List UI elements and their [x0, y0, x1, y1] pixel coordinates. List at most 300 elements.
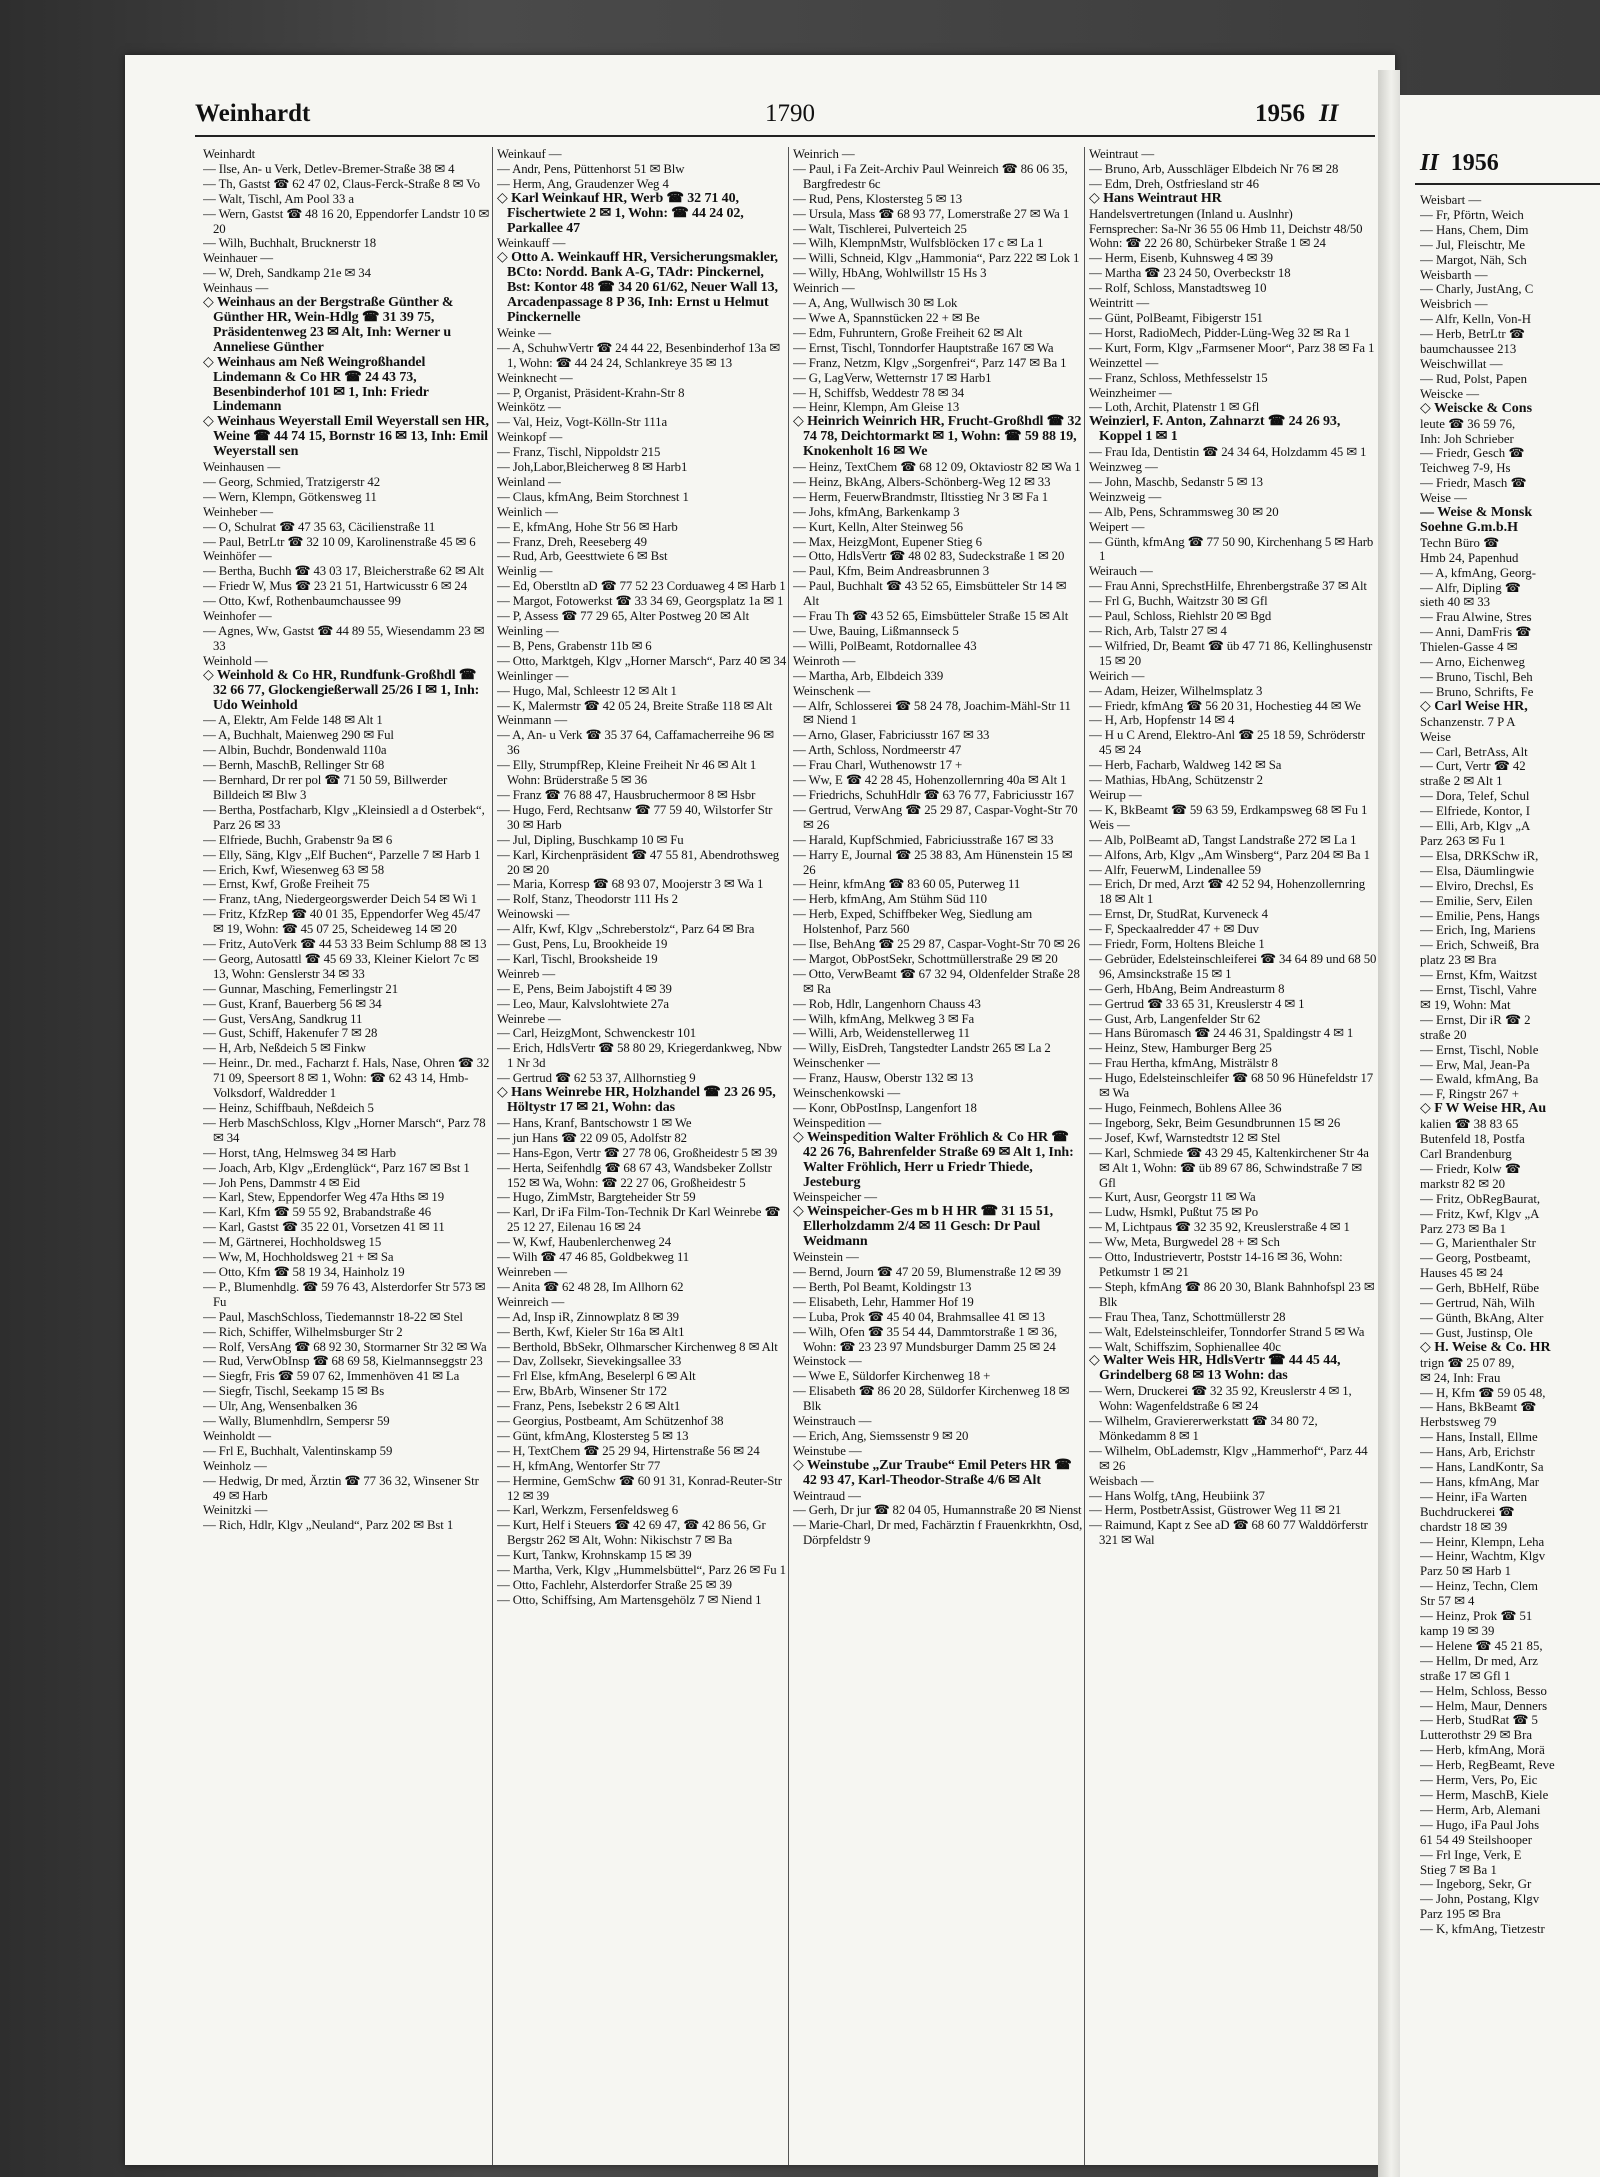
directory-entry: Teichweg 7-9, Hs	[1420, 461, 1511, 476]
directory-entry: — Wilh, Buchhalt, Brucknerstr 18	[203, 236, 377, 251]
directory-entry: — Heinz, BkAng, Albers-Schönberg-Weg 12 ✉ 33	[793, 474, 1051, 489]
page-number: 1790	[765, 100, 815, 127]
directory-entry: Weinhardt	[203, 147, 256, 161]
directory-entry: — H, kfmAng, Wentorfer Str 77	[497, 1458, 661, 1473]
directory-entry: — Hugo, Mal, Schleestr 12 ✉ Alt 1	[497, 683, 677, 698]
directory-entry: — Harald, KupfSchmied, Fabriciusstraße 167 ✉ 33	[793, 832, 1054, 847]
directory-entry: Weis —	[1089, 817, 1130, 832]
directory-entry: — A, Ang, Wullwisch 30 ✉ Lok	[793, 296, 958, 311]
directory-entry: — Karl, Kfm ☎ 59 55 92, Brabandstraße 46	[203, 1205, 432, 1220]
directory-entry: — Wilh, KlempnMstr, Wulfsblöcken 17 c ✉ La 1	[793, 236, 1044, 251]
directory-page	[125, 55, 1395, 2165]
directory-entry: — Alb, PolBeamt aD, Tangst Landstraße 272 ✉ La 1	[1089, 832, 1357, 847]
directory-entry: platz 23 ✉ Bra	[1420, 953, 1497, 968]
directory-entry: — Martha, Verk, Klgv „Hummelsbüttel“, Parz 26 ✉ Fu 1	[497, 1563, 786, 1578]
directory-entry: — Friedr, Masch ☎	[1420, 476, 1527, 491]
directory-entry: ◇ Weinhaus an der Bergstraße Günther & Günther HR, Wein-Hdlg ☎ 31 39 75, Präsidentenweg 23 ✉ Alt, Inh: Werner u Anneliese Günther	[203, 295, 454, 355]
directory-entry: — Paul, i Fa Zeit-Archiv Paul Weinreich ☎ 86 06 35, Bargfredestr 6c	[793, 161, 1068, 191]
directory-entry: ◇ Hans Weintraut HR	[1089, 190, 1222, 206]
directory-entry: Weischwillat —	[1420, 356, 1503, 371]
facing-header-rule	[1415, 183, 1600, 185]
directory-entry: — Kurt, Form, Klgv „Farmsener Moor“, Parz 38 ✉ Fa 1	[1089, 340, 1375, 355]
directory-entry: — Arno, Glaser, Fabriciusstr 167 ✉ 33	[793, 728, 990, 743]
directory-entry: — M, Gärtnerei, Hochholdsweg 15	[203, 1235, 382, 1250]
directory-entry: Weisbart —	[1420, 193, 1482, 207]
directory-entry: Weisbach —	[1089, 1473, 1154, 1488]
directory-entry: Weinlinger —	[497, 668, 569, 683]
directory-entry: — Franz, tAng, Niedergeorgswerder Deich 54 ✉ Wi 1	[203, 892, 477, 907]
directory-entry: — Andr, Pens, Püttenhorst 51 ✉ Blw	[497, 161, 685, 176]
directory-entry: — Hans Wolfg, tAng, Heubiink 37	[1089, 1488, 1265, 1503]
directory-entry: — Hans, BkBeamt ☎	[1420, 1400, 1537, 1415]
directory-entry: Weinowski —	[497, 907, 570, 922]
directory-entry: Weise —	[1420, 491, 1467, 506]
directory-entry: — Herb, StudRat ☎ 5	[1420, 1713, 1538, 1728]
directory-entry: — Gerh, BbHelf, Rübe	[1420, 1281, 1540, 1296]
directory-entry: Weinrebe —	[497, 1011, 561, 1026]
directory-entry: — Herb MaschSchloss, Klgv „Horner Marsch“, Parz 78 ✉ 34	[203, 1115, 486, 1145]
directory-entry: — Gust, Justinsp, Ole	[1420, 1325, 1533, 1340]
directory-entry: — G, Marienthaler Str	[1420, 1236, 1536, 1251]
directory-entry: — Gust, Arb, Langenfelder Str 62	[1089, 1011, 1261, 1026]
directory-entry: — Alfr, Dipling ☎	[1420, 580, 1521, 595]
directory-entry: — H, Arb, Neßdeich 5 ✉ Finkw	[203, 1041, 366, 1056]
directory-entry: — Friedr, Form, Holtens Bleiche 1	[1089, 937, 1265, 952]
directory-entry: — Heinr, iFa Warten	[1420, 1489, 1527, 1504]
directory-entry: — Heinr, kfmAng ☎ 83 60 05, Puterweg 11	[793, 877, 1021, 892]
directory-entry: — Franz, Tischl, Nippoldstr 215	[497, 445, 661, 460]
directory-entry: — Alfr, FeuerwM, Lindenallee 59	[1089, 862, 1261, 877]
directory-entry: ◇ Carl Weise HR,	[1420, 698, 1528, 714]
directory-entry: — Otto, Marktgeh, Klgv „Horner Marsch“, Parz 40 ✉ 34	[497, 653, 787, 668]
directory-entry: — Frl Else, kfmAng, Beselerpl 6 ✉ Alt	[497, 1369, 696, 1384]
directory-entry: — Georg, Postbeamt,	[1420, 1251, 1531, 1266]
directory-entry: — Jul, Fleischtr, Me	[1420, 237, 1526, 252]
directory-entry: — Ingeborg, Sekr, Gr	[1420, 1877, 1532, 1892]
directory-entry: ◇ H. Weise & Co. HR	[1420, 1339, 1551, 1355]
directory-entry: — Willi, Schneid, Klgv „Hammonia“, Parz 222 ✉ Lok 1	[793, 251, 1080, 266]
directory-entry: — Ludw, Hsmkl, Pußtut 75 ✉ Po	[1089, 1205, 1259, 1220]
directory-entry: — Franz, Schloss, Methfesselstr 15	[1089, 370, 1268, 385]
directory-entry: — Erw, Mal, Jean-Pa	[1420, 1057, 1530, 1072]
directory-entry: — Ursula, Mass ☎ 68 93 77, Lomerstraße 27 ✉ Wa 1	[793, 206, 1070, 221]
directory-entry: Weinzheimer —	[1089, 385, 1172, 400]
directory-entry: — Rich, Schiffer, Wilhelmsburger Str 2	[203, 1324, 403, 1339]
directory-entry: — Marie-Charl, Dr med, Fachärztin f Frauenkrkhtn, Osd, Dörpfeldstr 9	[793, 1518, 1083, 1548]
directory-entry: Weinland —	[497, 474, 561, 489]
directory-entry: chardstr 18 ✉ 39	[1420, 1519, 1508, 1534]
directory-entry: — Weise & Monsk	[1420, 505, 1533, 521]
directory-entry: — Horst, RadioMech, Pidder-Lüng-Weg 32 ✉ Ra 1	[1089, 325, 1351, 340]
directory-entry: — Wilfried, Dr, Beamt ☎ üb 47 71 86, Kellinghusenstr 15 ✉ 20	[1089, 638, 1373, 668]
directory-entry: — Rud, VerwObInsp ☎ 68 69 58, Kielmannseggstr 23	[203, 1354, 483, 1369]
directory-entry: Weintraut —	[1089, 147, 1155, 161]
directory-entry: Weinzierl, F. Anton, Zahnarzt ☎ 24 26 93, Koppel 1 ✉ 1	[1089, 414, 1341, 445]
directory-entry: — Herm, PostbetrAssist, Güstrower Weg 11 ✉ 21	[1089, 1503, 1342, 1518]
directory-entry: — Hans, LandKontr, Sa	[1420, 1460, 1544, 1475]
directory-entry: — Hugo, Ferd, Rechtsanw ☎ 77 59 40, Wilstorfer Str 30 ✉ Harb	[497, 802, 773, 832]
directory-entry: — Erich, Kwf, Wiesenweg 63 ✉ 58	[203, 862, 385, 877]
directory-entry: — Gertrud, Näh, Wilh	[1420, 1296, 1535, 1311]
directory-entry: Soehne G.m.b.H	[1420, 519, 1519, 535]
directory-entry: — Hans, kfmAng, Mar	[1420, 1474, 1540, 1489]
directory-entry: — Konr, ObPostInsp, Langenfort 18	[793, 1101, 977, 1115]
directory-entry: — Claus, kfmAng, Beim Storchnest 1	[497, 489, 689, 504]
directory-entry: leute ☎ 36 59 76,	[1420, 416, 1516, 431]
directory-entry: ◇ Heinrich Weinrich HR, Frucht-Großhdl ☎ 32 74 78, Deichtormarkt ✉ 1, Wohn: ☎ 59 88 19, Knokenholt 16 ✉ We	[793, 414, 1082, 460]
directory-entry: — M, Lichtpaus ☎ 32 35 92, Kreuslerstraße 4 ✉ 1	[1089, 1220, 1350, 1235]
directory-entry: Weirich —	[1089, 668, 1145, 683]
directory-entry: — Edm, Dreh, Ostfriesland str 46	[1089, 176, 1259, 191]
directory-entry: — Erich, Ang, Siemssenstr 9 ✉ 20	[793, 1428, 969, 1443]
directory-entry: — Curt, Vertr ☎ 42	[1420, 759, 1526, 774]
directory-entry: — P., Blumenhdlg. ☎ 59 76 43, Alsterdorfer Str 573 ✉ Fu	[203, 1279, 486, 1309]
directory-entry: — Arno, Eichenweg	[1420, 655, 1525, 670]
directory-entry: — Herta, Seifenhdlg ☎ 68 67 43, Wandsbeker Zollstr 152 ✉ Wa, Wohn: ☎ 22 27 06, Großheidestr 5	[497, 1160, 772, 1190]
directory-entry: — jun Hans ☎ 22 09 05, Adolfstr 82	[497, 1130, 687, 1145]
directory-entry: ◇ Walter Weis HR, HdlsVertr ☎ 44 45 44, Grindelberg 68 ✉ 13 Wohn: das	[1089, 1353, 1341, 1384]
directory-entry: Weinholz —	[203, 1458, 267, 1473]
directory-entry: ◇ Weinspedition Walter Fröhlich & Co HR ☎ 42 26 76, Bahrenfelder Straße 69 ✉ Alt 1, Inh: Walter Fröhlich, Herr u Friedr Thiede, Jesteburg	[793, 1129, 1074, 1190]
directory-entry: Weinke —	[497, 325, 551, 340]
directory-entry: — Ww, E ☎ 42 28 45, Hohenzollernring 40a ✉ Alt 1	[793, 773, 1067, 788]
directory-entry: ✉ 24, Inh: Frau	[1420, 1370, 1501, 1385]
directory-entry: — Herb, RegBeamt, Reve	[1420, 1758, 1555, 1773]
directory-entry: — Bernhard, Dr rer pol ☎ 71 50 59, Billwerder Billdeich ✉ Blw 3	[203, 773, 448, 802]
directory-entry: — A, kfmAng, Georg-	[1420, 565, 1536, 580]
directory-entry: — Walt, Tischlerei, Pulverteich 25	[793, 221, 967, 236]
directory-entry: — Ernst, Tischl, Tonndorfer Hauptstraße 167 ✉ Wa	[793, 340, 1054, 355]
directory-entry: Weinlig —	[497, 564, 553, 579]
directory-entry: — Frau Th ☎ 43 52 65, Eimsbütteler Straße 15 ✉ Alt	[793, 609, 1069, 624]
directory-entry: Carl Brandenburg	[1420, 1147, 1512, 1161]
directory-entry: — Elfriede, Kontor, I	[1420, 804, 1531, 819]
directory-entry: — Berth, Kwf, Kieler Str 16a ✉ Alt1	[497, 1324, 685, 1339]
directory-entry: — Bertha, Postfacharb, Klgv „Kleinsiedl a d Osterbek“, Parz 26 ✉ 33	[203, 802, 485, 832]
directory-entry: — Frau Alwine, Stres	[1420, 610, 1532, 625]
directory-entry: Weisbarth —	[1420, 267, 1488, 282]
directory-entry: Weinreich —	[497, 1294, 565, 1309]
directory-entry: Wohn: ☎ 22 26 80, Schürbeker Straße 1 ✉ 24	[1089, 236, 1326, 251]
directory-entry: — Elly, Säng, Klgv „Elf Buchen“, Parzelle 7 ✉ Harb 1	[203, 847, 481, 862]
directory-entry: — Hugo, Edelsteinschleifer ☎ 68 50 96 Hünefeldstr 17 ✉ Wa	[1089, 1071, 1374, 1101]
directory-entry: — G, LagVerw, Wetternstr 17 ✉ Harb1	[793, 370, 992, 385]
directory-entry: — Herb, Facharb, Waldweg 142 ✉ Sa	[1089, 758, 1282, 773]
part-label: II	[1319, 100, 1339, 127]
directory-entry: — Fritz, KfzRep ☎ 40 01 35, Eppendorfer Weg 45/47 ✉ 19, Wohn: ☎ 45 07 25, Scheideweg 14 ✉ 20	[203, 907, 481, 937]
directory-entry: — Friedr W, Mus ☎ 23 21 51, Hartwicusstr 6 ✉ 24	[203, 579, 468, 594]
directory-entry: Weinreb —	[497, 966, 556, 981]
column-divider	[1084, 147, 1085, 2165]
directory-entry: — Friedrichs, SchuhHdlr ☎ 63 76 77, Fabriciusstr 167	[793, 787, 1074, 802]
directory-entry: — Wally, Blumenhdlrn, Sempersr 59	[203, 1414, 390, 1429]
directory-entry: — Frau Thea, Tanz, Schottmüllerstr 28	[1089, 1309, 1286, 1324]
directory-entry: — Hans, Arb, Erichstr	[1420, 1445, 1535, 1460]
directory-entry: kamp 19 ✉ 39	[1420, 1624, 1495, 1638]
directory-entry: — Helm, Schloss, Besso	[1420, 1683, 1547, 1698]
directory-entry: — Max, HeizgMont, Eupener Stieg 6	[793, 534, 982, 549]
directory-entry: ✉ 19, Wohn: Mat	[1420, 997, 1511, 1012]
directory-entry: — Th, Gastst ☎ 62 47 02, Claus-Ferck-Straße 8 ✉ Vo	[203, 176, 480, 191]
directory-entry: — Joach, Arb, Klgv „Erdenglück“, Parz 167 ✉ Bst 1	[203, 1160, 470, 1175]
directory-entry: — Willi, Arb, Weidenstellerweg 11	[793, 1026, 970, 1041]
directory-entry: — Franz, Hausw, Oberstr 132 ✉ 13	[793, 1071, 974, 1086]
directory-entry: — Wilhelm, ObLademstr, Klgv „Hammerhof“, Parz 44 ✉ 26	[1089, 1443, 1368, 1473]
directory-entry: — Siegfr, Tischl, Seekamp 15 ✉ Bs	[203, 1384, 385, 1399]
directory-entry: — W, Dreh, Sandkamp 21e ✉ 34	[203, 266, 371, 281]
directory-entry: — Herm, MaschB, Kiele	[1420, 1787, 1549, 1802]
directory-entry: — Kurt, Tankw, Krohnskamp 15 ✉ 39	[497, 1548, 692, 1563]
directory-entry: — Rob, Hdlr, Langenhorn Chauss 43	[793, 996, 981, 1011]
directory-entry: — H, Kfm ☎ 59 05 48,	[1420, 1385, 1546, 1400]
directory-entry: markstr 82 ✉ 20	[1420, 1176, 1506, 1191]
directory-entry: — Ed, Oberstltn aD ☎ 77 52 23 Corduaweg 4 ✉ Harb 1	[497, 579, 786, 594]
directory-entry: Weirauch —	[1089, 564, 1153, 579]
directory-entry: — H u C Arend, Elektro-Anl ☎ 25 18 59, Schröderstr 45 ✉ 24	[1089, 728, 1366, 758]
directory-entry: — Frau Charl, Wuthenowstr 17 +	[793, 758, 963, 773]
directory-entry: Stieg 7 ✉ Ba 1	[1420, 1862, 1497, 1877]
directory-entry: — Paul, BetrLtr ☎ 32 10 09, Karolinenstraße 45 ✉ 6	[203, 534, 476, 549]
directory-entry: Lutterothstr 29 ✉ Bra	[1420, 1728, 1533, 1743]
directory-entry: — Herm, Ang, Graudenzer Weg 4	[497, 176, 669, 191]
directory-entry: — Helene ☎ 45 21 85,	[1420, 1638, 1543, 1653]
directory-entry: Schanzenstr. 7 P A	[1420, 714, 1516, 729]
directory-entry: Weinspedition —	[793, 1115, 882, 1130]
directory-column-1	[203, 147, 493, 2165]
directory-entry: — Karl, Schmiede ☎ 43 29 45, Kaltenkirchener Str 4a ✉ Alt 1, Wohn: ☎ üb 89 67 86, Schwindstraße 7 ✉ Gfl	[1089, 1145, 1369, 1190]
directory-entry: — Alfr, Kelln, Von-H	[1420, 312, 1531, 327]
directory-entry: — Uwe, Bauing, Lißmannseck 5	[793, 624, 959, 638]
directory-entry: — Emilie, Serv, Eilen	[1420, 893, 1533, 908]
directory-entry: — Günt, PolBeamt, Fibigerstr 151	[1089, 310, 1263, 325]
directory-entry: — Elly, StrumpfRep, Kleine Freiheit Nr 46 ✉ Alt 1 Wohn: Brüderstraße 5 ✉ 36	[497, 758, 757, 788]
directory-entry: — Arth, Schloss, Nordmeerstr 47	[793, 743, 962, 758]
directory-entry: baumchaussee 213	[1420, 342, 1517, 357]
directory-entry: — Elfriede, Buchh, Grabenstr 9a ✉ 6	[203, 832, 393, 847]
directory-entry: — A, Elektr, Am Felde 148 ✉ Alt 1	[203, 713, 383, 728]
directory-entry: — Otto, Industrievertr, Poststr 14-16 ✉ 36, Wohn: Petkumstr 1 ✉ 21	[1089, 1250, 1343, 1279]
directory-entry: Weinzettel —	[1089, 355, 1159, 370]
directory-entry: — Elsa, Däumlingwie	[1420, 863, 1535, 878]
directory-entry: Weinstein —	[793, 1250, 859, 1265]
directory-entry: ◇ Weinhaus Weyerstall Emil Weyerstall sen HR, Weine ☎ 44 74 15, Bornstr 16 ✉ 13, Inh: Emil Weyerstall sen	[203, 414, 489, 460]
directory-entry: — Walt, Edelsteinschleifer, Tonndorfer Strand 5 ✉ Wa	[1089, 1324, 1365, 1339]
directory-entry: — Ewald, kfmAng, Ba	[1420, 1072, 1539, 1087]
book-gutter	[1378, 70, 1400, 2177]
directory-entry: — Günth, BkAng, Alter	[1420, 1310, 1544, 1325]
column-divider	[788, 147, 789, 2165]
directory-entry: Weinspeicher —	[793, 1190, 877, 1205]
directory-entry: — Paul, Buchhalt ☎ 43 52 65, Eimsbütteler Str 14 ✉ Alt	[793, 579, 1067, 609]
directory-entry: — Wilh, kfmAng, Melkweg 3 ✉ Fa	[793, 1011, 975, 1026]
directory-entry: Herbstsweg 79	[1420, 1415, 1497, 1430]
directory-entry: — Ulr, Ang, Wensenbalken 36	[203, 1399, 358, 1414]
directory-entry: — Otto, VerwBeamt ☎ 67 32 94, Oldenfelder Straße 28 ✉ Ra	[793, 966, 1080, 996]
directory-entry: — Martha, Arb, Elbdeich 339	[793, 668, 944, 683]
directory-entry: — Rolf, Schloss, Manstadtsweg 10	[1089, 281, 1267, 296]
directory-entry: Weinschenk —	[793, 683, 871, 698]
directory-entry: Weinlich —	[497, 504, 558, 519]
directory-entry: Butenfeld 18, Postfa	[1420, 1132, 1525, 1147]
directory-entry: — P, Organist, Präsident-Krahn-Str 8	[497, 385, 685, 400]
directory-entry: — Frl E, Buchhalt, Valentinskamp 59	[203, 1443, 393, 1458]
directory-entry: — John, Postang, Klgv	[1420, 1892, 1540, 1907]
directory-entry: — Georg, Schmied, Tratzigerstr 42	[203, 474, 381, 489]
directory-entry: — Anni, DamFris ☎	[1420, 625, 1532, 640]
directory-entry: — Hugo, iFa Paul Johs	[1420, 1817, 1540, 1832]
directory-entry: — Heinz, Techn, Clem	[1420, 1579, 1538, 1594]
directory-entry: — Wern, Klempn, Götkensweg 11	[203, 489, 377, 504]
directory-entry: — Ingeborg, Sekr, Beim Gesundbrunnen 15 ✉ 26	[1089, 1115, 1341, 1130]
directory-entry: Fernsprecher: Sa-Nr 36 55 06 Hmb 11, Deichstr 48/50	[1089, 221, 1363, 236]
directory-entry: Weintritt —	[1089, 296, 1150, 311]
directory-entry: — Charly, JustAng, C	[1420, 282, 1534, 297]
directory-entry: — Frau Hertha, kfmAng, Misträlstr 8	[1089, 1056, 1278, 1071]
directory-entry: — Karl, Stew, Eppendorfer Weg 47a Hths ✉ 19	[203, 1190, 445, 1205]
directory-entry: — Mathias, HbAng, Schützenstr 2	[1089, 773, 1263, 788]
facing-directory-column	[1420, 193, 1600, 2173]
directory-entry: — Elviro, Drechsl, Es	[1420, 878, 1534, 893]
directory-entry: — Margot, ObPostSekr, Schottmüllerstraße 29 ✉ 20	[793, 951, 1058, 966]
directory-entry: — Kurt, Ausr, Georgstr 11 ✉ Wa	[1089, 1190, 1256, 1205]
directory-entry: — Ernst, Dr, StudRat, Kurveneck 4	[1089, 907, 1268, 922]
directory-entry: — Fritz, Kwf, Klgv „A	[1420, 1206, 1540, 1221]
directory-entry: Parz 50 ✉ Harb 1	[1420, 1564, 1512, 1579]
directory-entry: — Heinz, TextChem ☎ 68 12 09, Oktaviostr 82 ✉ Wa 1	[793, 460, 1081, 475]
directory-column-4	[1089, 147, 1379, 2165]
directory-entry: — Elli, Arb, Klgv „A	[1420, 819, 1531, 834]
directory-entry: — Günth, kfmAng ☎ 77 50 90, Kirchenhang 5 ✉ Harb 1	[1089, 534, 1374, 564]
directory-entry: — Wwe E, Süldorfer Kirchenweg 18 +	[793, 1369, 991, 1384]
directory-entry: Inh: Joh Schrieber	[1420, 431, 1514, 446]
directory-entry: — Herm, Eisenb, Kuhnsweg 4 ✉ 39	[1089, 251, 1273, 266]
directory-entry: Weinstube —	[793, 1443, 862, 1458]
directory-entry: — Gertrud ☎ 33 65 31, Kreuslerstr 4 ✉ 1	[1089, 996, 1305, 1011]
directory-entry: — Emilie, Pens, Hangs	[1420, 908, 1540, 923]
directory-entry: straße 2 ✉ Alt 1	[1420, 774, 1503, 789]
directory-entry: — Ernst, Kfm, Waitzst	[1420, 968, 1538, 983]
directory-entry: — Willi, PolBeamt, Rotdornallee 43	[793, 638, 977, 653]
directory-entry: — Herm, Vers, Po, Eic	[1420, 1773, 1538, 1788]
directory-entry: — Hans, Chem, Dim	[1420, 222, 1529, 237]
directory-entry: — Wilh, Ofen ☎ 35 54 44, Dammtorstraße 1 ✉ 36, Wohn: ☎ 23 23 97 Mundsburger Damm 25 ✉ 24	[793, 1324, 1058, 1354]
directory-entry: — Heinz, Schiffbauh, Neßdeich 5	[203, 1101, 374, 1115]
directory-entry: Weinhöfer —	[203, 549, 272, 564]
directory-entry: — Erich, Ing, Mariens	[1420, 923, 1536, 938]
directory-entry: — H, Arb, Hopfenstr 14 ✉ 4	[1089, 713, 1235, 728]
directory-entry: Weisbrich —	[1420, 297, 1488, 312]
directory-column-2	[497, 147, 787, 2165]
directory-entry: — Otto, Kwf, Rothenbaumchaussee 99	[203, 594, 401, 609]
directory-entry: — Karl, Dr iFa Film-Ton-Technik Dr Karl Weinrebe ☎ 25 12 27, Eilenau 16 ✉ 24	[497, 1205, 781, 1235]
directory-entry: Weinitzki —	[203, 1503, 268, 1518]
running-head-surname: Weinhardt	[195, 100, 311, 127]
directory-entry: — Heinz, Prok ☎ 51	[1420, 1609, 1533, 1624]
directory-entry: Str 57 ✉ 4	[1420, 1594, 1475, 1609]
directory-entry: — Paul, Schloss, Riehlstr 20 ✉ Bgd	[1089, 609, 1272, 624]
directory-entry: — Maria, Korresp ☎ 68 93 07, Moojerstr 3 ✉ Wa 1	[497, 877, 764, 892]
directory-entry: — Anita ☎ 62 48 28, Im Allhorn 62	[497, 1279, 684, 1294]
directory-entry: Weinknecht —	[497, 370, 573, 385]
directory-entry: Weinzweig —	[1089, 489, 1162, 504]
directory-entry: — Adam, Heizer, Wilhelmsplatz 3	[1089, 683, 1263, 698]
directory-entry: — Alfons, Arb, Klgv „Am Winsberg“, Parz 204 ✉ Ba 1	[1089, 847, 1370, 862]
directory-entry: Weinhauer —	[203, 251, 274, 266]
directory-entry: — Gust, Kranf, Bauerberg 56 ✉ 34	[203, 996, 382, 1011]
directory-entry: Weinhofer —	[203, 609, 272, 624]
directory-entry: — Erich, Schweiß, Bra	[1420, 938, 1540, 953]
directory-entry: — Paul, Kfm, Beim Andreasbrunnen 3	[793, 564, 989, 579]
directory-entry: — P, Assess ☎ 77 29 65, Alter Postweg 20 ✉ Alt	[497, 609, 750, 624]
directory-entry: — Edm, Fuhruntern, Große Freiheit 62 ✉ Alt	[793, 325, 1023, 340]
directory-entry: — Dora, Telef, Schul	[1420, 789, 1530, 804]
directory-entry: — Bruno, Schrifts, Fe	[1420, 684, 1534, 699]
directory-entry: — Berth, Pol Beamt, Koldingstr 13	[793, 1279, 972, 1294]
directory-entry: Weintraud —	[793, 1488, 861, 1503]
directory-entry: — Joh,Labor,Bleicherweg 8 ✉ Harb1	[497, 460, 688, 475]
directory-entry: Parz 263 ✉ Fu 1	[1420, 833, 1506, 848]
directory-entry: — Heinr, Wachtm, Klgv	[1420, 1549, 1546, 1564]
directory-entry: — Franz, Dreh, Reeseberg 49	[497, 534, 647, 549]
directory-entry: — Rich, Hdlr, Klgv „Neuland“, Parz 202 ✉ Bst 1	[203, 1518, 454, 1533]
directory-entry: ◇ Weinstube „Zur Traube“ Emil Peters HR ☎ 42 93 47, Karl-Theodor-Straße 4/6 ✉ Alt	[793, 1457, 1072, 1488]
directory-entry: — Luba, Prok ☎ 45 40 04, Brahmsallee 41 ✉ 13	[793, 1309, 1045, 1324]
directory-entry: — Wwe A, Spannstücken 22 + ✉ Be	[793, 310, 980, 325]
directory-entry: Weirup —	[1089, 787, 1142, 802]
directory-entry: — Berthold, BbSekr, Olhmarscher Kirchenweg 8 ✉ Alt	[497, 1339, 778, 1354]
directory-entry: Weinmann —	[497, 713, 568, 728]
directory-entry: ◇ Weinhaus am Neß Weingroßhandel Lindemann & Co HR ☎ 24 43 73, Besenbinderhof 101 ✉ 1, Inh: Friedr Lindemann	[203, 354, 429, 415]
directory-entry: — K, kfmAng, Tietzestr	[1420, 1922, 1545, 1937]
directory-entry: — O, Schulrat ☎ 47 35 63, Cäcilienstraße 11	[203, 519, 436, 534]
directory-entry: — Otto, Fachlehr, Alsterdorfer Straße 25 ✉ 39	[497, 1578, 732, 1592]
directory-entry: Weipert —	[1089, 519, 1145, 534]
directory-entry: — Elisabeth, Lehr, Hammer Hof 19	[793, 1294, 974, 1309]
directory-entry: — Agnes, Ww, Gastst ☎ 44 89 55, Wiesendamm 23 ✉ 33	[203, 624, 485, 653]
directory-entry: — Wern, Druckerei ☎ 32 35 92, Kreuslerstr 4 ✉ 1, Wohn: Wagenfeldstraße 6 ✉ 24	[1089, 1384, 1352, 1414]
directory-entry: — Heinr, Klempn, Am Gleise 13	[793, 400, 960, 415]
directory-entry: — Heinz, Stew, Hamburger Berg 25	[1089, 1041, 1272, 1056]
directory-entry: — Günt, kfmAng, Klostersteg 5 ✉ 13	[497, 1428, 689, 1443]
directory-entry: — Loth, Archit, Platenstr 1 ✉ Gfl	[1089, 400, 1260, 415]
directory-entry: — Ernst, Dir iR ☎ 2	[1420, 1012, 1531, 1027]
directory-entry: ◇ Weinspeicher-Ges m b H HR ☎ 31 15 51, Ellerholzdamm 2/4 ✉ 11 Gesch: Dr Paul Weidmann	[793, 1204, 1053, 1250]
directory-entry: — Rolf, Stanz, Theodorstr 111 Hs 2	[497, 892, 678, 907]
directory-entry: Weinhausen —	[203, 460, 281, 475]
directory-entry: — Bruno, Arb, Ausschläger Elbdeich Nr 76 ✉ 28	[1089, 161, 1339, 176]
directory-entry: — Ernst, Tischl, Noble	[1420, 1042, 1539, 1057]
directory-entry: — Albin, Buchdr, Bondenwald 110a	[203, 743, 387, 758]
directory-entry: — Otto, Schiffsing, Am Martensgehölz 7 ✉ Niend 1	[497, 1592, 762, 1607]
directory-entry: Parz 195 ✉ Bra	[1420, 1907, 1501, 1922]
directory-entry: — Johs, kfmAng, Barkenkamp 3	[793, 504, 960, 519]
directory-entry: — Bruno, Tischl, Beh	[1420, 670, 1533, 684]
directory-entry: straße 17 ✉ Gfl 1	[1420, 1668, 1511, 1683]
directory-entry: — Frl Inge, Verk, E	[1420, 1847, 1522, 1862]
directory-entry: — Franz, Pens, Isebekstr 2 6 ✉ Alt1	[497, 1399, 681, 1414]
directory-entry: — Hans, Install, Ellme	[1420, 1430, 1538, 1445]
directory-entry: Weinzweg —	[1089, 460, 1158, 475]
directory-entry: — A, An- u Verk ☎ 35 37 64, Caffamacherreihe 96 ✉ 36	[497, 728, 774, 758]
directory-entry: — Horst, tAng, Helmsweg 34 ✉ Harb	[203, 1145, 396, 1160]
directory-entry: — Bernh, MaschB, Rellinger Str 68	[203, 758, 385, 773]
directory-entry: Weinkopf —	[497, 430, 563, 445]
directory-entry: — Herm, FeuerwBrandmstr, Iltisstieg Nr 3 ✉ Fa 1	[793, 489, 1049, 504]
directory-entry: — Gertrud ☎ 62 53 37, Allhornstieg 9	[497, 1071, 696, 1086]
directory-entry: — Erich, Dr med, Arzt ☎ 42 52 94, Hohenzollernring 18 ✉ Alt 1	[1089, 877, 1366, 907]
directory-entry: — Kurt, Kelln, Alter Steinweg 56	[793, 519, 963, 534]
directory-entry: — Ww, M, Hochholdsweg 21 + ✉ Sa	[203, 1250, 394, 1265]
